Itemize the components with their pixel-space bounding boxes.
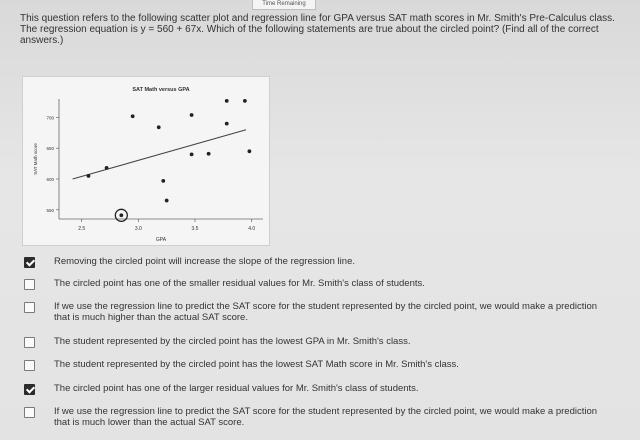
answer-label: The student represented by the circled point has the lowest SAT Math score in Mr. Smith's class. <box>54 359 459 370</box>
answer-checkbox[interactable] <box>24 384 35 395</box>
scatter-plot-card <box>22 76 270 246</box>
answer-option[interactable] <box>24 359 624 371</box>
answer-option[interactable] <box>24 278 624 290</box>
answer-option[interactable] <box>24 383 624 395</box>
x-tick-label: 3.0 <box>134 226 142 232</box>
data-point <box>87 174 91 178</box>
answer-checkbox[interactable] <box>24 302 35 313</box>
data-point <box>119 213 123 217</box>
answer-option[interactable] <box>24 256 624 268</box>
answer-label: If we use the regression line to predict the SAT score for the student represented by the circled point, we would make a prediction that is much higher than the actual SAT score. <box>54 301 598 323</box>
answer-checkbox[interactable] <box>24 279 35 290</box>
time-remaining-label: Time Remaining <box>252 0 316 10</box>
y-tick-label: 550 <box>46 207 54 213</box>
answer-label: If we use the regression line to predict the SAT score for the student represented by the circled point, we would make a prediction that is much lower than the actual SAT score. <box>54 406 598 428</box>
answer-checkbox[interactable] <box>24 407 35 418</box>
answer-label: The circled point has one of the larger residual values for Mr. Smith's class of students. <box>54 383 419 394</box>
y-axis-label: SAT Math score <box>33 143 38 175</box>
answer-option[interactable] <box>24 301 624 323</box>
answer-checkbox[interactable] <box>24 337 35 348</box>
data-point <box>165 199 169 203</box>
y-tick-label: 700 <box>46 115 54 121</box>
x-tick-label: 2.5 <box>78 226 86 232</box>
answer-label: The circled point has one of the smaller residual values for Mr. Smith's class of students. <box>54 278 425 289</box>
y-tick-label: 600 <box>46 177 54 182</box>
answer-label: Removing the circled point will increase the slope of the regression line. <box>54 256 355 267</box>
data-point <box>190 152 194 156</box>
regression-line <box>73 130 246 179</box>
chart-title: SAT Math versus GPA <box>132 87 190 93</box>
answer-option[interactable] <box>24 406 624 428</box>
data-point <box>225 99 229 103</box>
data-point <box>190 113 194 117</box>
data-point <box>243 99 247 103</box>
x-axis-label: GPA <box>155 237 167 243</box>
question-text: This question refers to the following scatter plot and regression line for GPA versus SAT math scores in Mr. Smith's Pre-Calculus class. The regression equation is y = 560 + 67x. Which of the following statements are true about the circled point? (Find all of the correct answers.) <box>20 13 615 46</box>
y-tick-label: 650 <box>46 146 54 152</box>
x-tick-label: 4.0 <box>248 226 256 232</box>
data-point <box>161 179 165 183</box>
answer-option[interactable] <box>24 336 624 348</box>
answer-checkbox[interactable] <box>24 257 35 268</box>
data-point <box>248 149 252 153</box>
scatter-plot <box>23 77 271 247</box>
answer-label: The student represented by the circled point has the lowest GPA in Mr. Smith's class. <box>54 336 411 347</box>
data-point <box>157 125 161 129</box>
x-tick-label: 3.5 <box>191 226 199 232</box>
data-point <box>225 122 229 126</box>
data-point <box>105 166 109 170</box>
data-point <box>207 152 211 156</box>
answer-checkbox[interactable] <box>24 360 35 371</box>
data-point <box>131 114 135 118</box>
